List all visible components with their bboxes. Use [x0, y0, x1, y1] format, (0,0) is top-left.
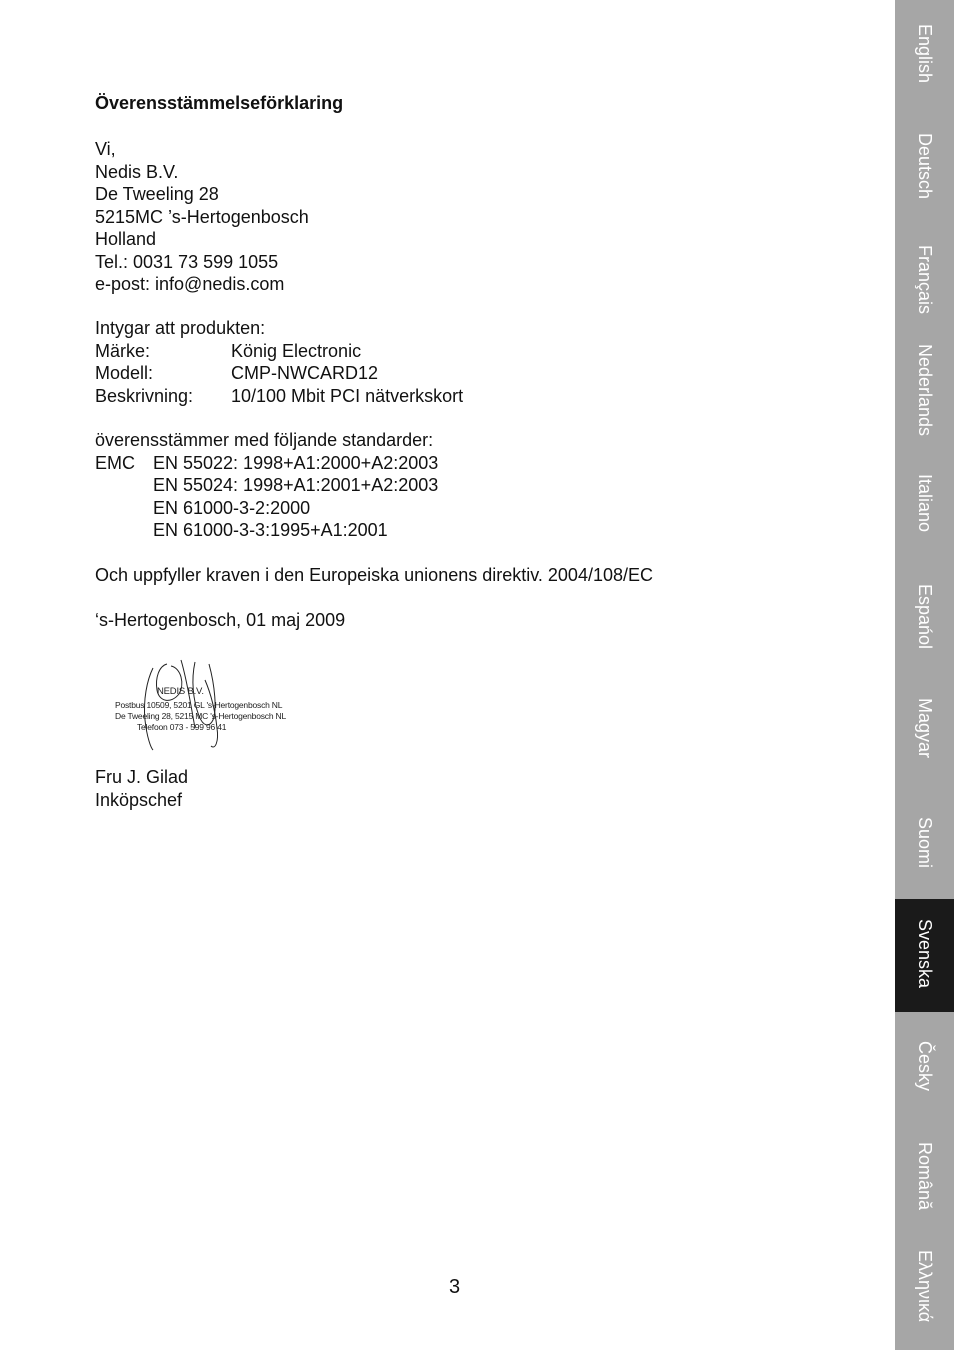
standard-row: [95, 519, 438, 542]
product-intro: Intygar att produkten:: [95, 318, 266, 338]
tab-italiano[interactable]: [895, 450, 954, 563]
product-label: Beskrivning:: [95, 385, 194, 406]
tab-francais[interactable]: [895, 221, 954, 334]
stamp-line: Postbus 10509, 5201 GL 's-Hertogenbosch NL: [115, 700, 283, 710]
signer-name: Fru J. Gilad: [95, 767, 189, 787]
directive-text: Och uppfyller kraven i den Europeiska unionens direktiv. 2004/108/EC: [95, 565, 653, 585]
tab-label: Suomi: [915, 817, 935, 869]
product-value: König Electronic: [231, 340, 362, 361]
product-value: CMP-NWCARD12: [231, 363, 379, 383]
stamp-company: NEDIS B.V.: [157, 686, 204, 697]
product-label: Modell:: [95, 363, 154, 383]
tab-label: Deutsch: [915, 133, 935, 200]
tab-label: Română: [915, 1142, 935, 1211]
page-number: 3: [449, 1276, 461, 1298]
tab-label: Česky: [915, 1041, 935, 1092]
tab-cesky[interactable]: [895, 1017, 954, 1130]
signature-icon: [95, 650, 255, 762]
address-line: Tel.: 0031 73 599 1055: [95, 251, 279, 272]
standard-item: EN 55022: 1998+A1:2000+A2:2003: [153, 452, 439, 473]
tab-nederlands[interactable]: [895, 320, 954, 437]
tab-label: Ελληνικά: [915, 1250, 935, 1323]
product-value: 10/100 Mbit PCI nätverkskort: [231, 385, 464, 406]
standard-row: [95, 474, 438, 497]
standard-item: EN 55024: 1998+A1:2001+A2:2003: [153, 475, 439, 495]
tab-espanol[interactable]: [895, 560, 954, 673]
standards-label: EMC: [95, 452, 135, 473]
product-row: [95, 362, 463, 385]
standard-item: EN 61000-3-2:2000: [153, 497, 311, 518]
tab-ellinika[interactable]: [895, 1226, 954, 1350]
address-line: Vi,: [95, 139, 116, 159]
signature-stamp: [95, 650, 286, 762]
tab-label: Magyar: [915, 698, 935, 759]
product-row: [95, 340, 463, 363]
tab-label: Nederlands: [915, 344, 935, 437]
tab-english[interactable]: [895, 0, 954, 113]
product-row: [95, 385, 463, 408]
tab-label: Espańol: [915, 584, 935, 650]
address-line: 5215MC ’s-Hertogenbosch: [95, 206, 309, 227]
page-title: Överensstämmelseförklaring: [95, 93, 344, 113]
tab-suomi[interactable]: [895, 793, 954, 906]
product-label: Märke:: [95, 340, 151, 361]
address-block: [95, 138, 309, 296]
address-line: Holland: [95, 229, 157, 249]
place-date: ‘s-Hertogenbosch, 01 maj 2009: [95, 610, 346, 630]
stamp-line: De Tweeling 28, 5215 MC 's-Hertogenbosch NL: [115, 711, 286, 721]
tab-deutsch[interactable]: [895, 109, 954, 222]
tab-magyar[interactable]: [895, 674, 954, 787]
standard-row: [95, 452, 438, 475]
standard-item: EN 61000-3-3:1995+A1:2001: [153, 520, 388, 540]
address-line: e-post: info@nedis.com: [95, 274, 285, 294]
language-sidebar: [895, 0, 954, 1350]
stamp-line: Telefoon 073 - 599 96 41: [137, 722, 227, 732]
tab-label: Italiano: [915, 474, 935, 533]
tab-svenska[interactable]: [895, 899, 954, 1012]
signer-title: Inköpschef: [95, 789, 183, 810]
standard-row: [95, 497, 438, 520]
address-line: De Tweeling 28: [95, 184, 219, 204]
tab-romana[interactable]: [895, 1118, 954, 1231]
tab-label: Français: [915, 245, 935, 315]
standards-block: [95, 429, 438, 542]
address-line: Nedis B.V.: [95, 161, 179, 182]
tab-label: English: [915, 24, 935, 84]
tab-label: Svenska: [915, 919, 935, 989]
standards-intro: överensstämmer med följande standarder:: [95, 430, 434, 450]
product-block: [95, 317, 463, 407]
signer-block: [95, 766, 188, 811]
